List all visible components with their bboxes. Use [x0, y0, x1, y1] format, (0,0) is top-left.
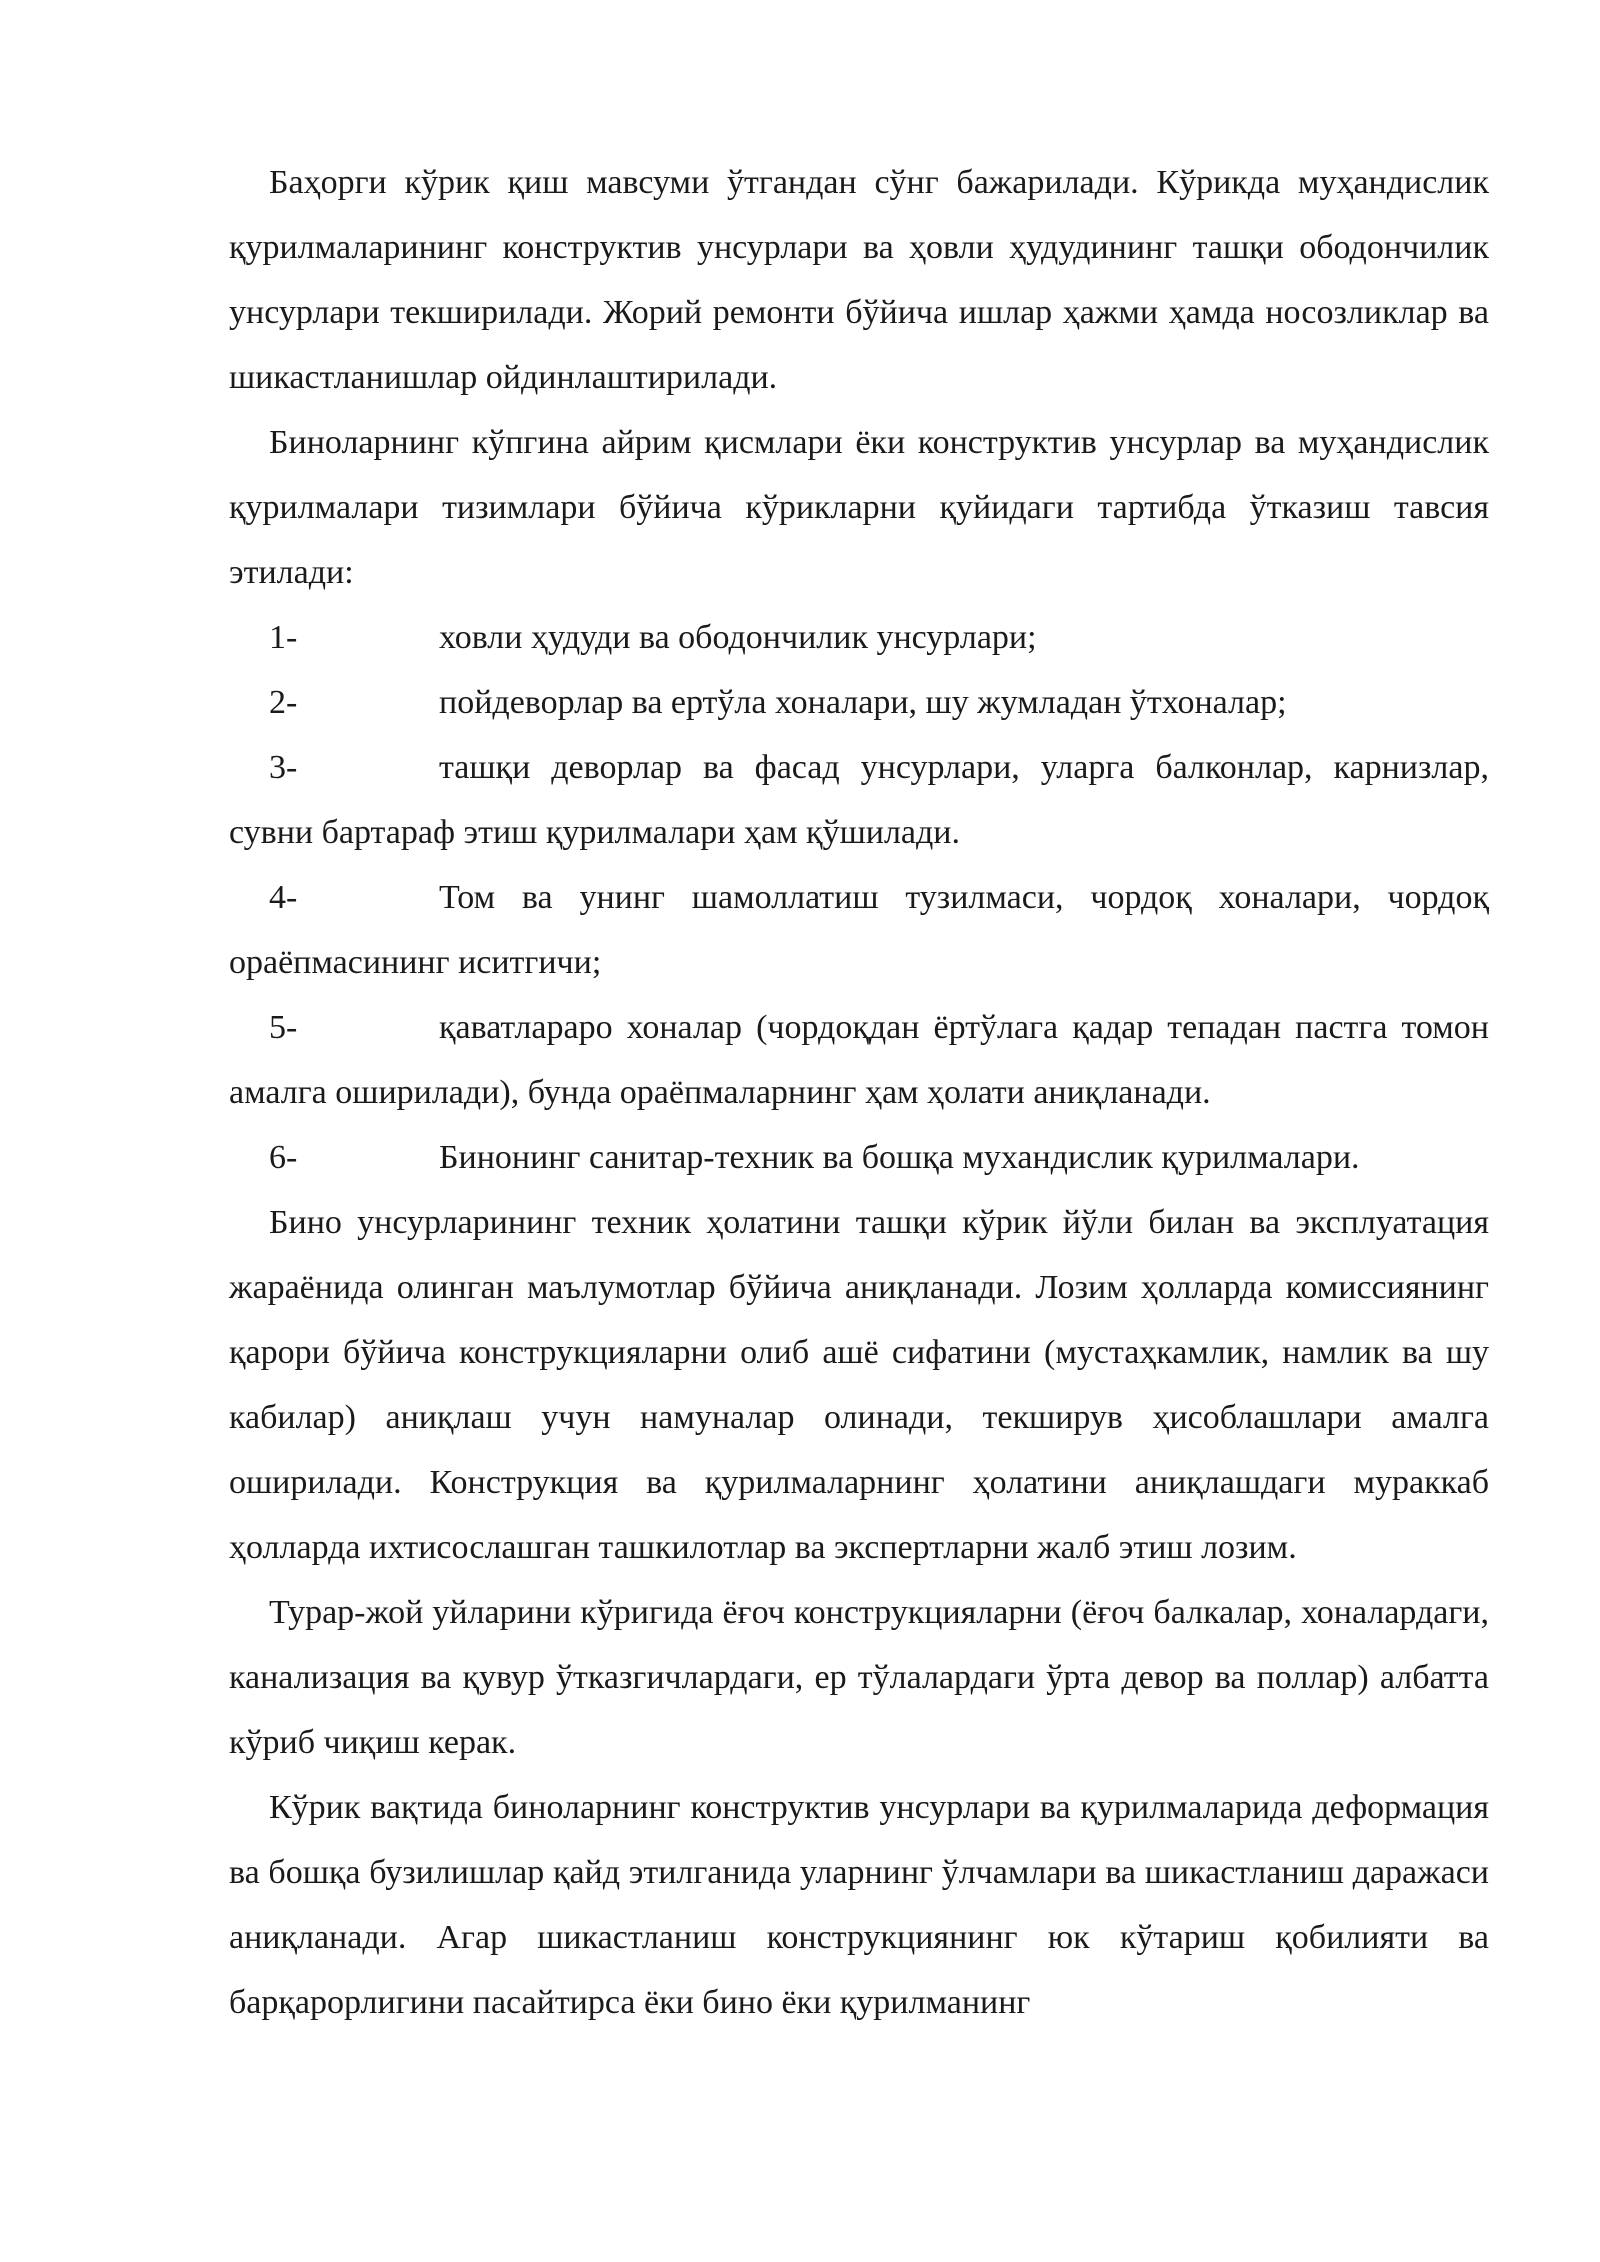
list-item-number: 3-: [269, 749, 298, 786]
list-item-number: 2-: [269, 684, 298, 721]
paragraph-inspection-order: Биноларнинг кўпгина айрим қисмлари ёки конструктив унсурлар ва муҳандислик қурилмалари тизимлари бўйича кўрикларни қуйидаги тартибда ўтказиш тавсия этилади:: [229, 424, 1489, 591]
list-item-text: Бинонинг санитар-техник ва бошқа мухандислик қурилмалари.: [439, 1139, 1360, 1176]
list-item-number: 5-: [269, 1009, 298, 1046]
list-item-text: қаватлараро хоналар (чордоқдан ёртўлага қадар тепадан пастга томон амалга оширилади), бунда ораёпмаларнинг ҳам ҳолати аниқланади.: [229, 1009, 1489, 1111]
list-item: [229, 1125, 1489, 1190]
list-item-number: 6-: [269, 1139, 298, 1176]
list-item-number: 1-: [269, 619, 298, 656]
list-item: [229, 605, 1489, 670]
paragraph-deformation: Кўрик вақтида биноларнинг конструктив унсурлари ва қурилмаларида деформация ва бошқа бузилишлар қайд этилганида уларнинг ўлчамлари ва шикастланиш даражаси аниқланади. Агар шикастланиш конструкциянинг юк кўтариш қобилияти ва барқарорлигини пасайтирса ёки бино ёки қурилманинг: [229, 1789, 1489, 2021]
list-item: [229, 735, 1489, 865]
paragraph-wooden-structures: Турар-жой уйларини кўригида ёғоч конструкцияларни (ёғоч балкалар, хоналардаги, канализация ва қувур ўтказгичлардаги, ер тўлалардаги ўрта девор ва поллар) албатта кўриб чиқиш керак.: [229, 1594, 1489, 1761]
list-item: [229, 670, 1489, 735]
list-item-text: пойдеворлар ва ертўла хоналари, шу жумладан ўтхоналар;: [439, 684, 1287, 721]
list-item-text: ташқи деворлар ва фасад унсурлари, уларга балконлар, карнизлар, сувни бартараф этиш қурилмалари ҳам қўшилади.: [229, 749, 1489, 851]
paragraph-technical-condition: Бино унсурларининг техник ҳолатини ташқи кўрик йўли билан ва эксплуатация жараёнида олинган маълумотлар бўйича аниқланади. Лозим ҳолларда комиссиянинг қарори бўйича конструкцияларни олиб ашё сифатини (мустаҳкамлик, намлик ва шу кабилар) аниқлаш учун намуналар олинади, текширув ҳисоблашлари амалга оширилади. Конструкция ва қурилмаларнинг ҳолатини аниқлашдаги мураккаб ҳолларда ихтисослашган ташкилотлар ва экспертларни жалб этиш лозим.: [229, 1204, 1489, 1566]
list-item-text: Том ва унинг шамоллатиш тузилмаси, чордоқ хоналари, чордоқ ораёпмасининг иситгичи;: [229, 879, 1489, 981]
paragraph-spring-inspection: Баҳорги кўрик қиш мавсуми ўтгандан сўнг бажарилади. Кўрикда муҳандислик қурилмаларининг конструктив унсурлари ва ҳовли ҳудудининг ташқи ободончилик унсурлари текширилади. Жорий ремонти бўйича ишлар ҳажми ҳамда носозликлар ва шикастланишлар ойдинлаштирилади.: [229, 164, 1489, 396]
document-page: [229, 150, 1489, 2035]
list-item-text: ховли ҳудуди ва ободончилик унсурлари;: [439, 619, 1037, 656]
list-item-number: 4-: [269, 879, 298, 916]
list-item: [229, 995, 1489, 1125]
list-item: [229, 865, 1489, 995]
